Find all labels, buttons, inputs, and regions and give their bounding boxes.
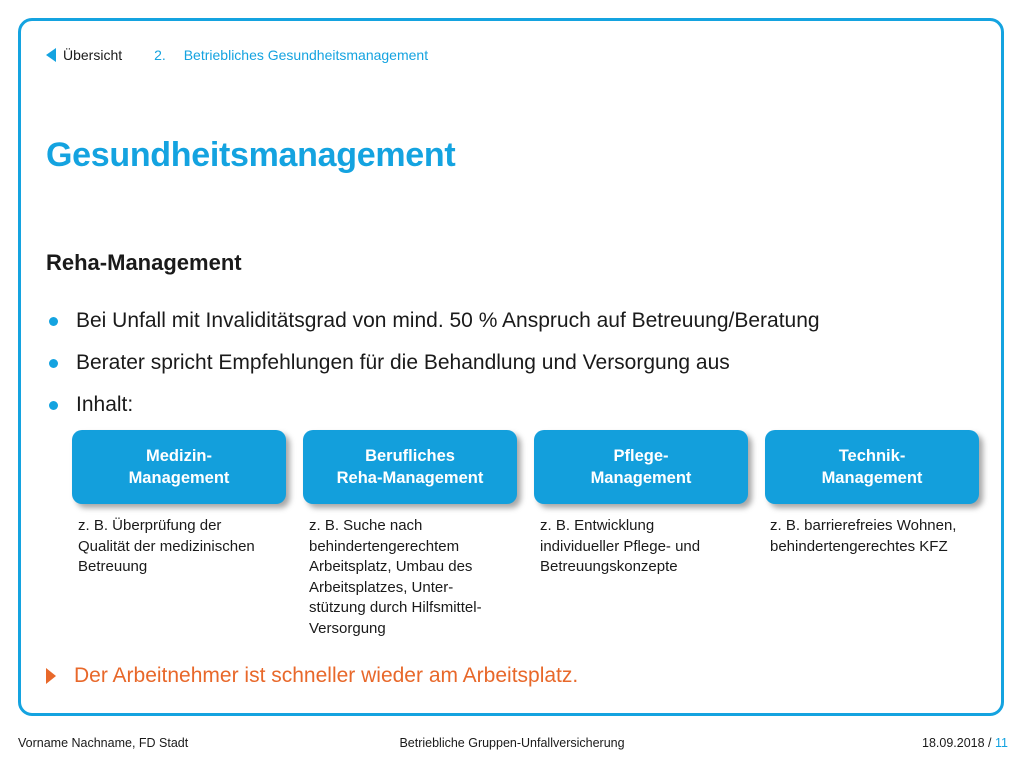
arrow-right-icon	[46, 668, 56, 684]
description-line: behindertengerechtem	[309, 537, 460, 555]
category-description-beruflich	[309, 516, 524, 639]
category-description-pflege	[540, 516, 755, 578]
bullet-item	[46, 342, 820, 384]
description-line: Arbeitsplatzes, Unter-	[309, 578, 454, 596]
category-description-technik	[770, 516, 985, 557]
description-line: individueller Pflege- und	[540, 537, 701, 555]
footer-date-page	[922, 736, 1008, 750]
section-crumb	[154, 47, 428, 63]
bullet-list	[46, 300, 820, 426]
description-line: z. B. Suche nach	[309, 517, 423, 534]
bullet-text: Inhalt:	[76, 393, 134, 416]
back-to-overview-link[interactable]	[46, 47, 122, 63]
category-line2: Management	[128, 469, 230, 487]
footer-separator: /	[988, 736, 992, 750]
section-subtitle: Reha-Management	[46, 250, 242, 275]
page-title: Gesundheitsmanagement	[46, 136, 456, 174]
description-line: Versorgung	[309, 619, 386, 637]
bullet-text: Bei Unfall mit Invaliditätsgrad von mind. 50 % Anspruch auf Betreuung/Beratung	[76, 309, 820, 332]
description-line: behindertengerechtes KFZ	[770, 537, 948, 555]
category-box-medizin	[72, 430, 286, 504]
category-box-beruflich	[303, 430, 517, 504]
bullet-dot-icon	[49, 401, 58, 410]
footer-date: 18.09.2018	[922, 736, 985, 750]
triangle-left-icon[interactable]	[46, 48, 56, 62]
category-line1: Medizin-	[146, 447, 212, 465]
description-line: Arbeitsplatz, Umbau des	[309, 558, 473, 575]
conclusion-text: Der Arbeitnehmer ist schneller wieder am Arbeitsplatz.	[74, 664, 579, 687]
section-label: Betriebliches Gesundheitsmanagement	[183, 47, 429, 63]
description-line: Betreuungskonzepte	[540, 558, 678, 575]
footer-title: Betriebliche Gruppen-Unfallversicherung	[399, 736, 625, 750]
description-line: Qualität der medizinischen	[78, 537, 255, 555]
description-line: z. B. Entwicklung	[540, 517, 655, 534]
category-line1: Berufliches	[365, 447, 455, 465]
category-line2: Management	[590, 469, 692, 487]
bullet-dot-icon	[49, 359, 58, 368]
back-label[interactable]: Übersicht	[63, 47, 123, 63]
description-line: z. B. barrierefreies Wohnen,	[770, 517, 957, 534]
description-line: Betreuung	[78, 558, 148, 575]
conclusion	[46, 664, 578, 688]
page-number: 11	[995, 736, 1008, 750]
category-line1: Technik-	[838, 447, 906, 465]
breadcrumb	[46, 47, 428, 63]
bullet-dot-icon	[49, 317, 58, 326]
category-description-medizin	[78, 516, 293, 578]
description-line: z. B. Überprüfung der	[78, 517, 222, 534]
category-line2: Reha-Management	[336, 469, 484, 487]
description-line: stützung durch Hilfsmittel-	[309, 599, 482, 616]
section-number: 2.	[154, 47, 166, 63]
category-line1: Pflege-	[613, 447, 669, 465]
bullet-text: Berater spricht Empfehlungen für die Behandlung und Versorgung aus	[76, 351, 730, 374]
bullet-item	[46, 384, 820, 426]
bullet-item	[46, 300, 820, 342]
category-box-pflege	[534, 430, 748, 504]
category-line2: Management	[821, 469, 923, 487]
category-box-technik	[765, 430, 979, 504]
footer-author: Vorname Nachname, FD Stadt	[18, 736, 189, 750]
